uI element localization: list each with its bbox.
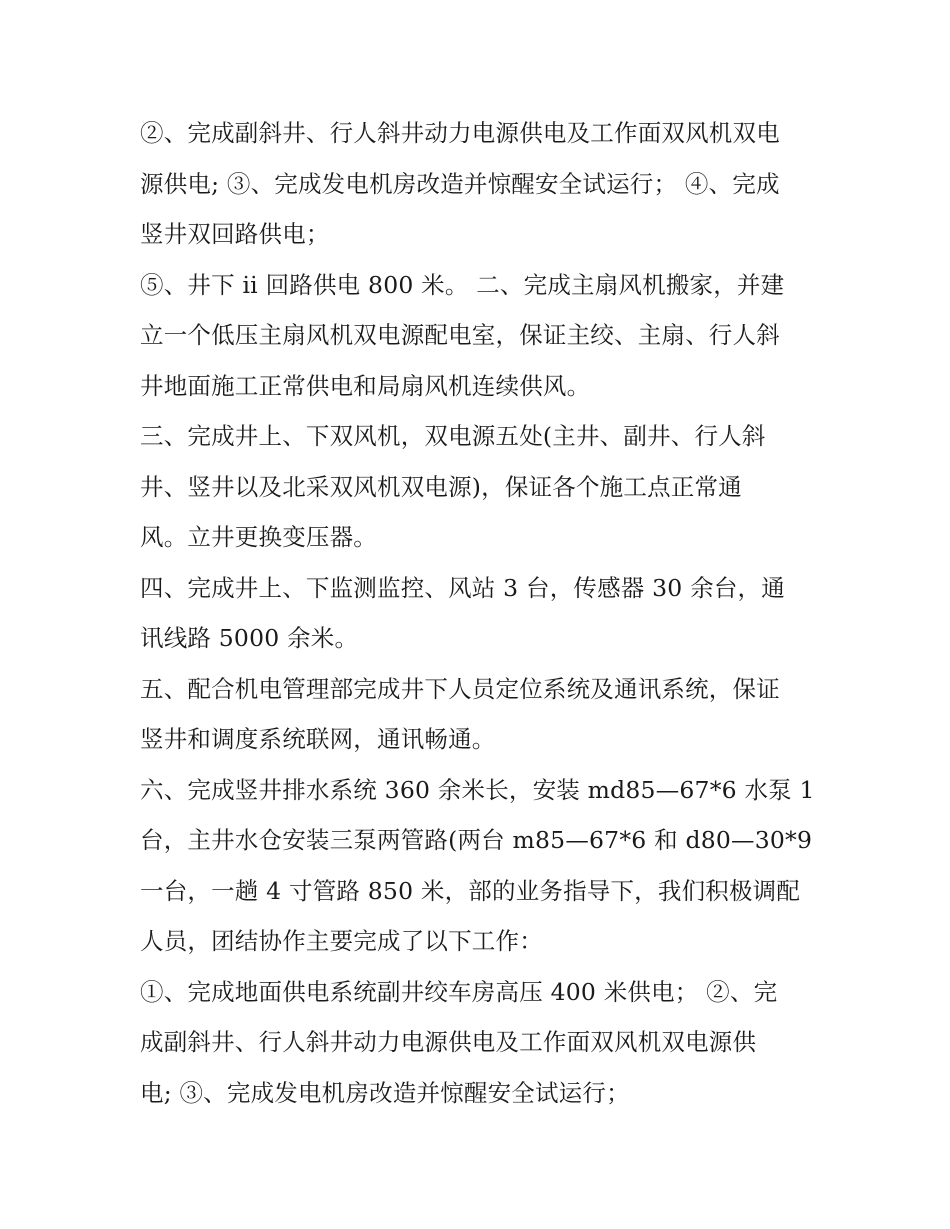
text-line: 四、完成井上、下监测监控、风站 3 台，传感器 30 余台，通 [140, 573, 785, 602]
paragraph-7 [140, 967, 820, 1119]
text-line: 竖井和调度系统联网，通讯畅通。 [140, 725, 496, 753]
text-line: ①、完成地面供电系统副井绞车房高压 400 米供电； ②、完 [140, 977, 778, 1006]
text-line: ②、完成副斜井、行人斜井动力电源供电及工作面双风机双电 [140, 119, 780, 147]
document-body [140, 108, 820, 1118]
text-line: 电; ③、完成发电机房改造并惊醒安全试运行； [140, 1078, 630, 1107]
text-line: 源供电; ③、完成发电机房改造并惊醒安全试运行； ④、完成 [140, 169, 780, 198]
text-line: 讯线路 5000 余米。 [140, 624, 359, 652]
text-line: 人员，团结协作主要完成了以下工作： [140, 927, 543, 955]
text-line: 五、配合机电管理部完成井下人员定位系统及通讯系统，保证 [140, 674, 780, 703]
paragraph-6 [140, 765, 820, 967]
text-line: 立一个低压主扇风机双电源配电室，保证主绞、主扇、行人斜 [140, 321, 780, 349]
paragraph-1 [140, 108, 820, 260]
text-line: ⑤、井下 ii 回路供电 800 米。 二、完成主扇风机搬家，并建 [140, 270, 785, 299]
paragraph-2 [140, 260, 820, 412]
text-line: 三、完成井上、下双风机，双电源五处(主井、副井、行人斜 [140, 422, 766, 450]
text-line: 一台，一趟 4 寸管路 850 米，部的业务指导下，我们积极调配 [140, 876, 801, 905]
paragraph-3 [140, 411, 820, 563]
text-line: 台，主井水仓安装三泵两管路(两台 m85—67*6 和 d80—30*9 [140, 826, 813, 854]
text-line: 六、完成竖井排水系统 360 余米长，安装 md85—67*6 水泵 1 [140, 775, 815, 804]
text-line: 井地面施工正常供电和局扇风机连续供风。 [140, 371, 591, 400]
text-line: 成副斜井、行人斜井动力电源供电及工作面双风机双电源供 [140, 1028, 757, 1056]
text-line: 竖井双回路供电； [140, 220, 330, 248]
text-line: 风。立井更换变压器。 [140, 523, 377, 551]
paragraph-5 [140, 664, 820, 765]
paragraph-4 [140, 563, 820, 664]
text-line: 井、竖井以及北采双风机双电源)，保证各个施工点正常通 [140, 472, 742, 501]
